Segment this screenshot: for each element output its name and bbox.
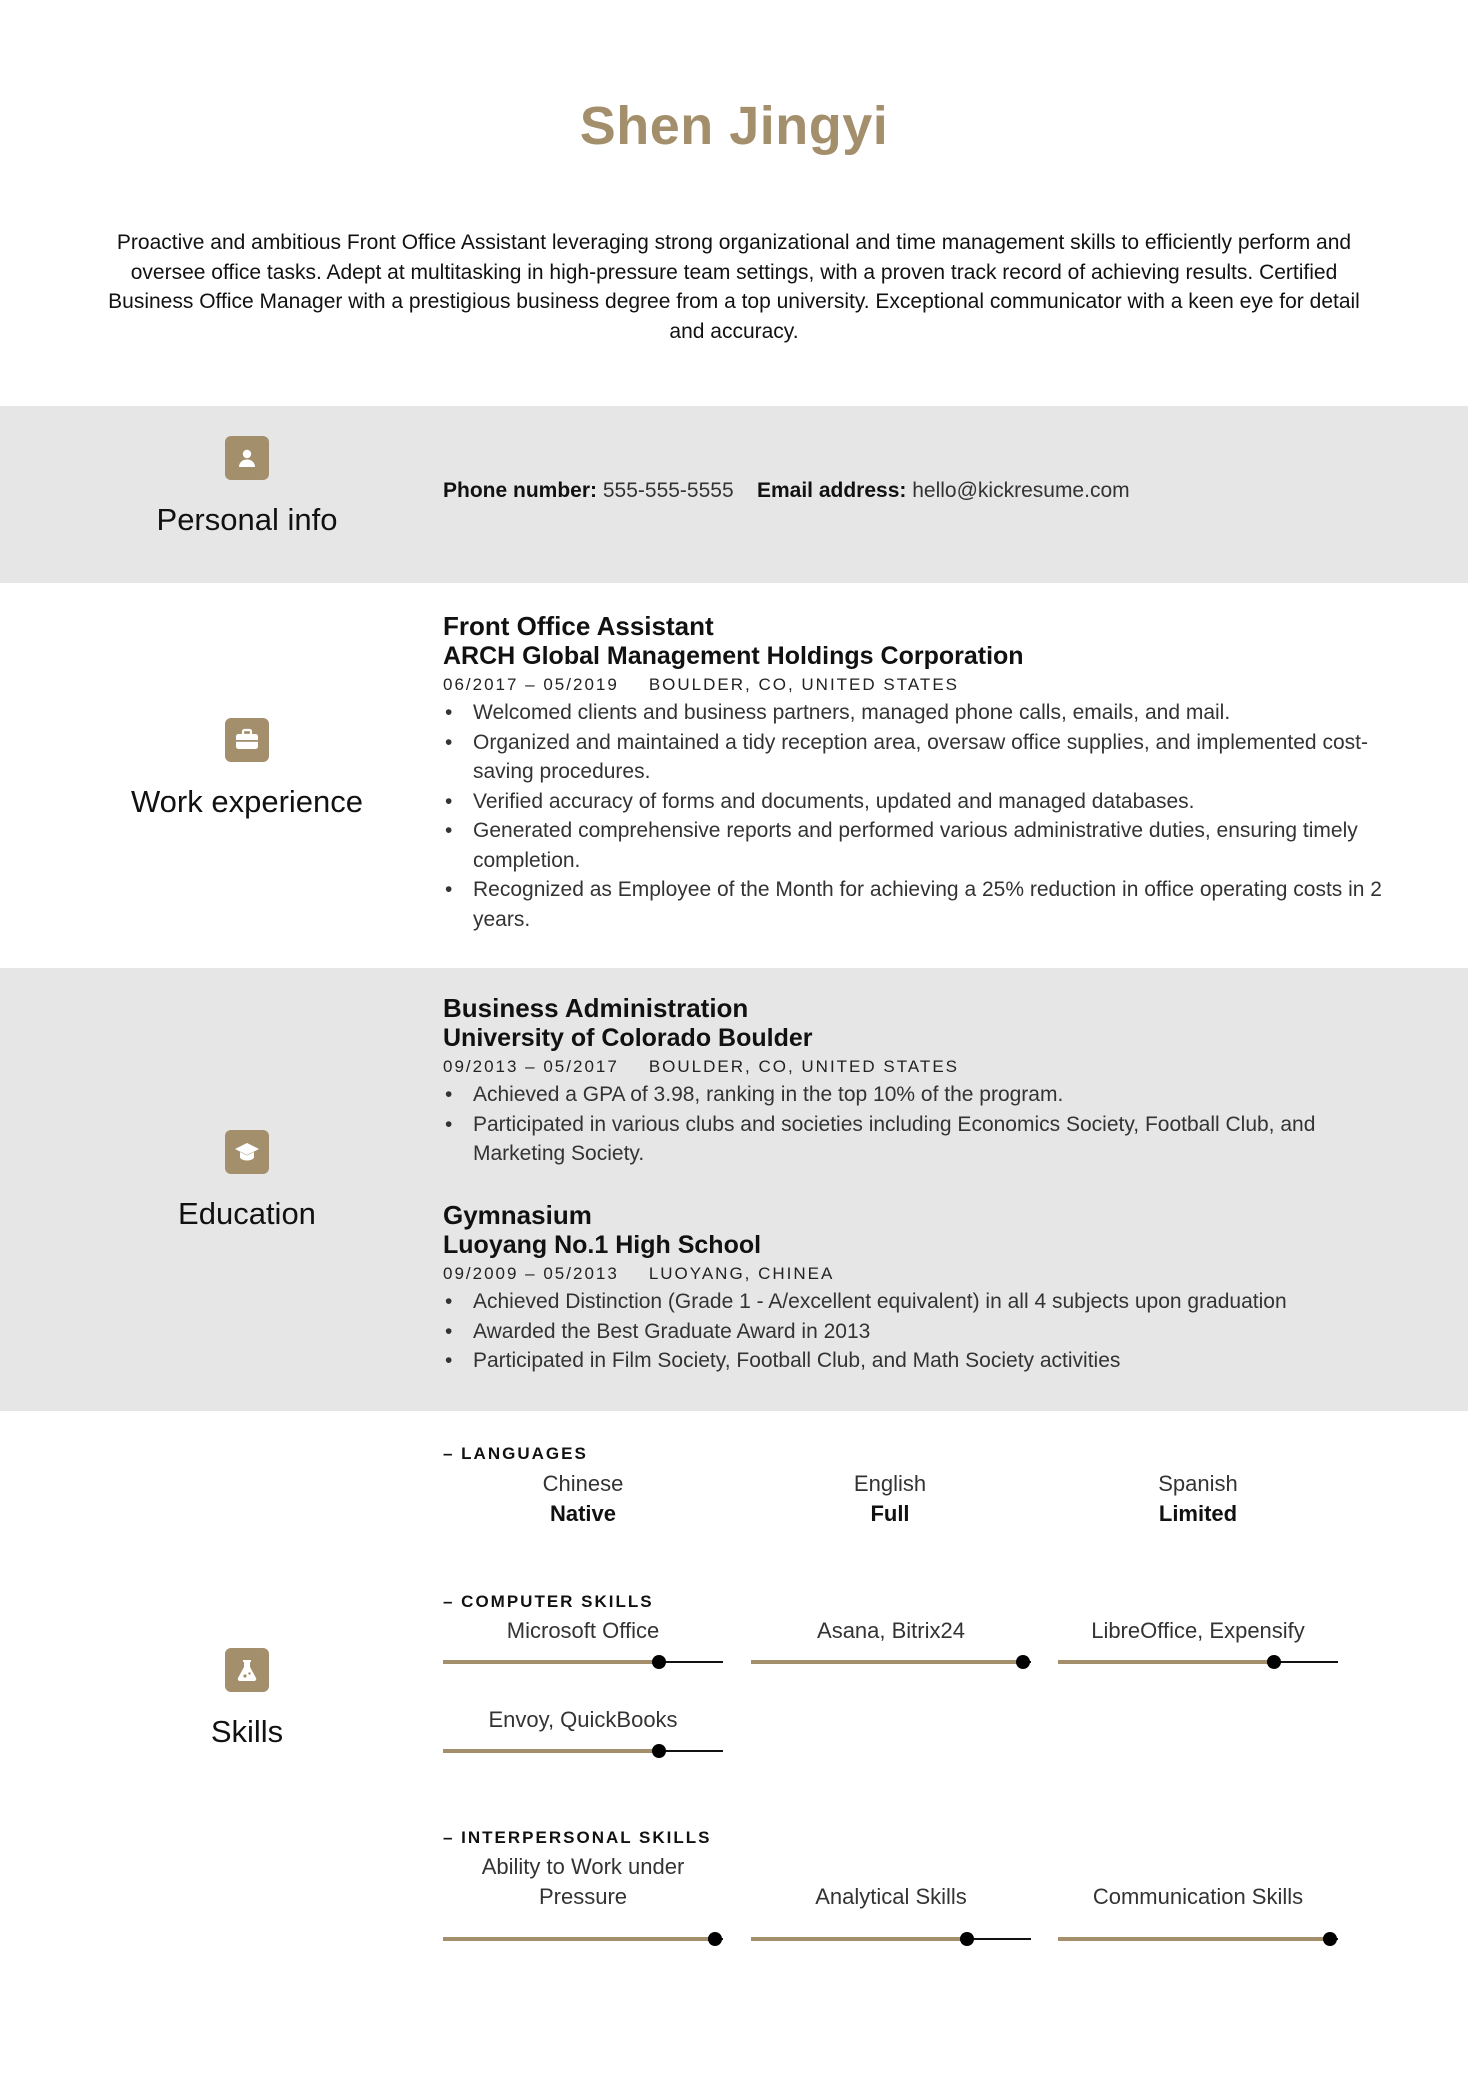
phone-label: Phone number: (443, 479, 598, 502)
education-bullets (443, 1287, 1383, 1376)
education-entry (443, 1200, 1383, 1376)
school-name: University of Colorado Boulder (443, 1024, 813, 1052)
skill-item (751, 1616, 1031, 1646)
education-dates: 09/2009 – 05/2013 (443, 1264, 619, 1283)
list-item: • Verified accuracy of forms and documents, updated and managed databases. (443, 787, 1383, 817)
language-name: Chinese (542, 1471, 624, 1496)
degree-title: Gymnasium (443, 1200, 592, 1230)
person-icon (225, 436, 269, 480)
list-item: • Awarded the Best Graduate Award in 2013 (443, 1317, 1383, 1347)
work-experience-section (0, 583, 1468, 968)
skills-section (0, 1411, 1468, 2031)
job-dates: 06/2017 – 05/2019 (443, 675, 619, 694)
education-meta (443, 1260, 1383, 1287)
job-entry (443, 611, 1383, 934)
education-dates: 09/2013 – 05/2017 (443, 1057, 619, 1076)
education-location: BOULDER, CO, UNITED STATES (648, 1057, 959, 1076)
list-item: • Achieved a GPA of 3.98, ranking in the top 10% of the program. (443, 1080, 1383, 1110)
skill-item (443, 1705, 723, 1735)
interpersonal-skills-heading: – INTERPERSONAL SKILLS (443, 1828, 712, 1847)
computer-skills-heading: – COMPUTER SKILLS (443, 1592, 654, 1611)
personal-info-label (0, 436, 494, 538)
education-section (0, 968, 1468, 1411)
degree-title: Business Administration (443, 993, 749, 1023)
job-title: Front Office Assistant (443, 611, 714, 641)
list-item: • Participated in various clubs and societies including Economics Society, Football Club, and Marketing Society. (443, 1110, 1383, 1169)
skill-name: Envoy, QuickBooks (488, 1707, 678, 1732)
briefcase-icon (225, 718, 269, 762)
list-item: • Recognized as Employee of the Month for achieving a 25% reduction in office operating costs in 2 years. (443, 875, 1383, 934)
education-location: LUOYANG, CHINEA (648, 1264, 835, 1283)
languages-heading: – LANGUAGES (443, 1444, 588, 1463)
language-item (1058, 1469, 1338, 1529)
flask-icon (225, 1648, 269, 1692)
skill-name: Asana, Bitrix24 (817, 1618, 965, 1643)
email-label: Email address: (756, 479, 907, 502)
job-location: BOULDER, CO, UNITED STATES (648, 675, 959, 694)
job-meta (443, 671, 1383, 698)
contact-line (443, 479, 1383, 503)
section-title: Skills (210, 1714, 284, 1749)
education-meta (443, 1053, 1383, 1080)
skill-level-bar (1058, 1931, 1338, 1947)
candidate-name: Shen Jingyi (579, 96, 889, 156)
language-item (443, 1469, 723, 1529)
skill-item (443, 1852, 723, 1912)
skill-level-bar (751, 1931, 1031, 1947)
skill-item (1058, 1882, 1338, 1912)
language-name: English (853, 1471, 927, 1496)
school-name: Luoyang No.1 High School (443, 1231, 762, 1259)
employer: ARCH Global Management Holdings Corporation (443, 642, 1024, 670)
education-entry (443, 993, 1383, 1169)
job-bullets (443, 698, 1383, 934)
work-experience-label (0, 718, 494, 820)
section-title: Personal info (156, 502, 338, 537)
skill-name: Microsoft Office (506, 1618, 660, 1643)
skill-item (751, 1882, 1031, 1912)
skill-name: Communication Skills (1092, 1884, 1304, 1909)
skill-name: Ability to Work under Pressure (481, 1854, 685, 1909)
skill-name: Analytical Skills (815, 1884, 967, 1909)
skill-item (443, 1616, 723, 1646)
language-name: Spanish (1158, 1471, 1238, 1496)
skill-level-bar (443, 1743, 723, 1759)
list-item: • Achieved Distinction (Grade 1 - A/excellent equivalent) in all 4 subjects upon graduation (443, 1287, 1383, 1317)
section-title: Work experience (130, 784, 364, 819)
education-label (0, 1130, 494, 1232)
language-level: Full (870, 1501, 910, 1526)
list-item: • Generated comprehensive reports and performed various administrative duties, ensuring timely completion. (443, 816, 1383, 875)
email-value: hello@kickresume.com (912, 479, 1130, 502)
skill-level-bar (443, 1931, 723, 1947)
graduation-cap-icon (225, 1130, 269, 1174)
list-item: • Participated in Film Society, Football Club, and Math Society activities (443, 1346, 1383, 1376)
phone-value: 555-555-5555 (602, 479, 734, 502)
section-title: Education (178, 1196, 316, 1231)
skill-level-bar (1058, 1654, 1338, 1670)
education-bullets (443, 1080, 1383, 1169)
language-item (750, 1469, 1030, 1529)
skills-label (0, 1648, 494, 1750)
skill-level-bar (751, 1654, 1031, 1670)
profile-summary: Proactive and ambitious Front Office Assistant leveraging strong organizational and time management skills to efficiently perform and oversee office tasks. Adept at multitasking in high-pressure team settings, with a proven track record of achieving results. Certified Business Office Manager with a prestigious business degree from a top university. Exceptional communicator with a keen eye for detail and accuracy. (108, 231, 1360, 343)
skill-level-bar (443, 1654, 723, 1670)
skill-item (1058, 1616, 1338, 1646)
list-item: • Welcomed clients and business partners, managed phone calls, emails, and mail. (443, 698, 1383, 728)
language-level: Native (549, 1501, 617, 1526)
language-level: Limited (1158, 1501, 1238, 1526)
personal-info-section (0, 406, 1468, 583)
skill-name: LibreOffice, Expensify (1091, 1618, 1305, 1643)
list-item: • Organized and maintained a tidy reception area, oversaw office supplies, and implemented cost-saving procedures. (443, 728, 1383, 787)
